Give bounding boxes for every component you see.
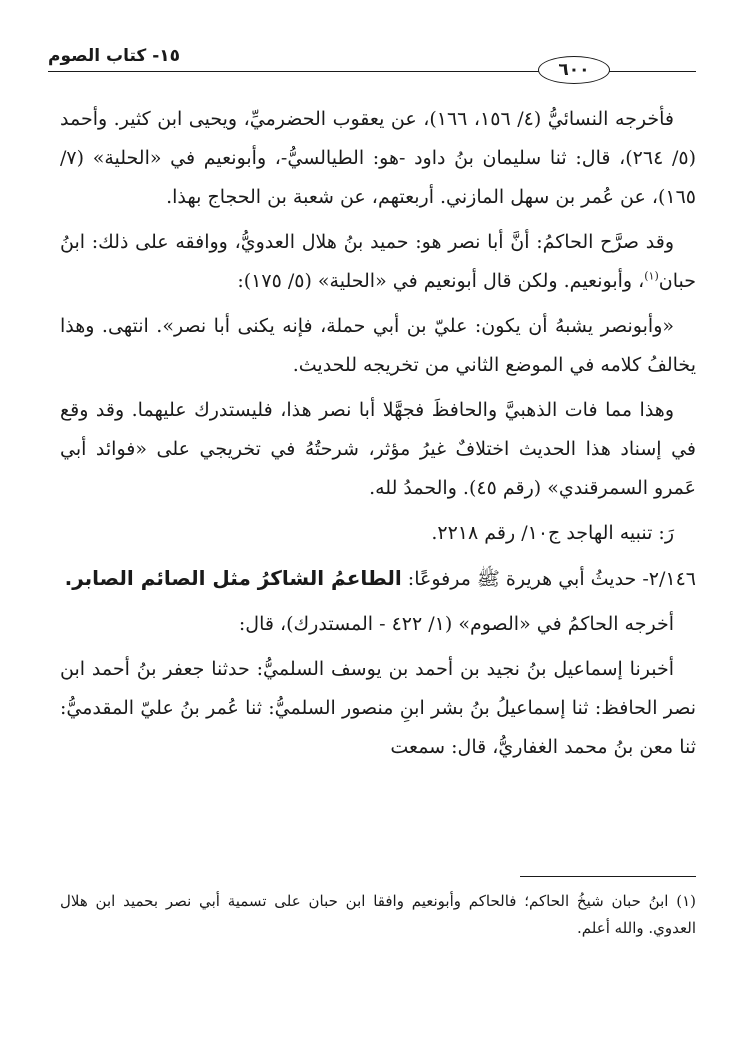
footnote-1: (١) ابنُ حبان شيخُ الحاكم؛ فالحاكم وأبونعيم وافقا ابن حبان على تسمية أبي نصر بحميد ابن هلال العدوي. والله أعلم. — [60, 892, 696, 937]
paragraph-takhrij: فأخرجه النسائيُّ (٤/ ١٥٦، ١٦٦)، عن يعقوب الحضرميِّ، ويحيى ابن كثير. وأحمد (٥/ ٢٦٤)، قال: ثنا سليمان بنُ داود -هو: الطيالسيُّ-، وأبونعيم في «الحلية» (٧/ ١٦٥)، عن عُمر بن سهل المازني. أربعتهم، عن شعبة بن الحجاج بهذا. — [60, 108, 696, 208]
paragraph-reference: رَ: تنبيه الهاجد ج١٠/ رقم ٢٢١٨. — [431, 522, 674, 544]
hadith-text: الطاعمُ الشاكرُ مثل الصائم الصابر. — [64, 566, 402, 590]
paragraph-hadith-takhrij: أخرجه الحاكمُ في «الصوم» (١/ ٤٢٢ - المستدرك)، قال: — [238, 613, 674, 635]
paragraph-hakim — [60, 223, 696, 301]
paragraph-note: وهذا مما فات الذهبيَّ والحافظَ فجهَّلا أبا نصر هذا، فليستدرك عليهما. وقد وقع في إسناد هذا الحديث اختلافٌ غيرُ مؤثر، شرحتُهُ في تخريجي على «فوائد أبي عَمرو السمرقندي» (رقم ٤٥). والحمدُ لله. — [60, 399, 696, 499]
paragraph-hakim-text-a: وقد صرَّح الحاكمُ: أنَّ أبا نصر هو: حميد بنُ هلال العدويُّ، ووافقه على ذلك: ابنُ حبان — [60, 231, 696, 292]
paragraph-hakim-text-b: ، وأبونعيم. ولكن قال أبونعيم في «الحلية» (٥/ ١٧٥): — [237, 270, 645, 292]
page-number: ٦٠٠ — [538, 56, 610, 84]
footnotes — [60, 888, 696, 942]
page-header — [48, 44, 696, 84]
hadith-number: ٢/١٤٦- حديثُ أبي هريرة ﷺ مرفوعًا: — [401, 568, 696, 590]
chapter-title: ١٥- كتاب الصوم — [48, 46, 181, 66]
paragraph-isnad: أخبرنا إسماعيل بنُ نجيد بن أحمد بن يوسف السلميُّ: حدثنا جعفر بنُ أحمد ابن نصر الحافظ: ثنا إسماعيلُ بنُ بشر ابنِ منصور السلميُّ: ثنا عُمر بنُ عليّ المقدميُّ: ثنا معن بنُ محمد الغفاريُّ، قال: سمعت — [60, 658, 696, 758]
footnote-ref-1[interactable]: (١) — [644, 269, 659, 283]
main-text — [60, 100, 696, 773]
paragraph-quote: «وأبونصر يشبهُ أن يكون: عليّ بن أبي حملة، فإنه يكنى أبا نصر». انتهى. وهذا يخالفُ كلامه في الموضع الثاني من تخريجه للحديث. — [60, 315, 696, 376]
hadith-heading — [60, 559, 696, 599]
footnote-rule — [520, 876, 696, 877]
